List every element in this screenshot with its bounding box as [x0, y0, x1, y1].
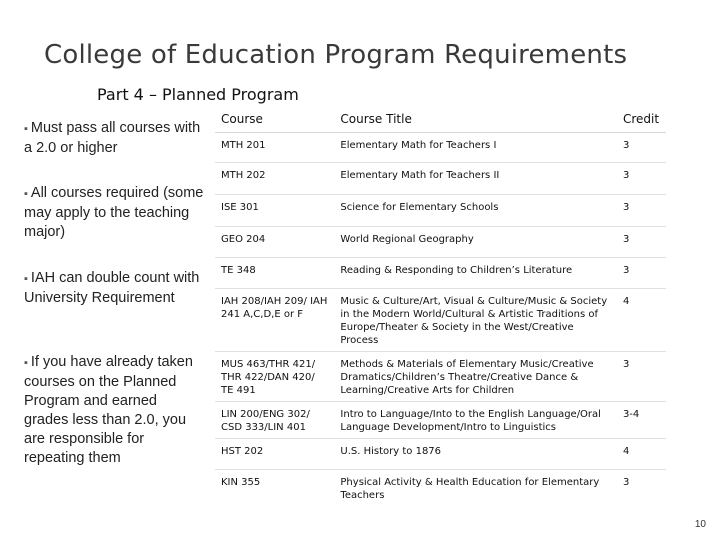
course-title: Elementary Math for Teachers I [334, 133, 617, 163]
course-code: KIN 355 [215, 470, 334, 507]
course-code: IAH 208/IAH 209/ IAH 241 A,C,D,E or F [215, 289, 334, 352]
requirements-table [215, 104, 666, 506]
course-code: MUS 463/THR 421/ THR 422/DAN 420/ TE 491 [215, 352, 334, 402]
table-row [215, 352, 666, 402]
page-number: 10 [694, 519, 706, 530]
bullet-text: IAH can double count with University Requirement [24, 270, 200, 306]
bullet-text: If you have already taken courses on the Planned Program and earned grades less than 2.0, you are responsible for repeating them [24, 354, 193, 466]
course-title: Methods & Materials of Elementary Music/Creative Dramatics/Children’s Theatre/Creative Dance & Learning/Creative Arts for Children [334, 352, 617, 402]
table-row [215, 439, 666, 470]
course-title: Physical Activity & Health Education for Elementary Teachers [334, 470, 617, 507]
course-credit: 3 [617, 227, 666, 258]
course-credit: 3 [617, 133, 666, 163]
table-row [215, 402, 666, 439]
slide-title: College of Education Program Requirements [44, 40, 628, 70]
header-course-title: Course Title [334, 104, 617, 133]
bullet-item [24, 269, 204, 308]
course-credit: 3 [617, 163, 666, 195]
bullet-icon: ▪ [24, 357, 28, 369]
course-title: Music & Culture/Art, Visual & Culture/Music & Society in the Modern World/Cultural & Artistic Traditions of Europe/Theater & Society in the West/Creative Process [334, 289, 617, 352]
bullet-text: Must pass all courses with a 2.0 or higher [24, 120, 201, 156]
course-credit: 3 [617, 258, 666, 289]
course-code: ISE 301 [215, 195, 334, 227]
bullet-item [24, 119, 204, 158]
course-credit: 3 [617, 195, 666, 227]
course-credit: 4 [617, 289, 666, 352]
table-row [215, 133, 666, 163]
table-row [215, 470, 666, 507]
course-credit: 3 [617, 470, 666, 507]
course-credit: 3-4 [617, 402, 666, 439]
course-code: MTH 201 [215, 133, 334, 163]
bullet-item [24, 353, 204, 468]
course-code: GEO 204 [215, 227, 334, 258]
bullet-text: All courses required (some may apply to the teaching major) [24, 185, 204, 240]
bullet-icon: ▪ [24, 188, 28, 200]
course-title: Science for Elementary Schools [334, 195, 617, 227]
table-row [215, 163, 666, 195]
course-code: LIN 200/ENG 302/ CSD 333/LIN 401 [215, 402, 334, 439]
course-credit: 4 [617, 439, 666, 470]
bullet-icon: ▪ [24, 273, 28, 285]
table-row [215, 258, 666, 289]
course-title: Elementary Math for Teachers II [334, 163, 617, 195]
table-row [215, 289, 666, 352]
course-credit: 3 [617, 352, 666, 402]
table-row [215, 227, 666, 258]
course-title: U.S. History to 1876 [334, 439, 617, 470]
slide-subtitle: Part 4 – Planned Program [97, 85, 299, 104]
bullet-item [24, 184, 204, 242]
table-header-row [215, 104, 666, 133]
course-code: MTH 202 [215, 163, 334, 195]
bullet-icon: ▪ [24, 123, 28, 135]
course-title: Intro to Language/Into to the English Language/Oral Language Development/Intro to Linguistics [334, 402, 617, 439]
header-credit: Credit [617, 104, 666, 133]
header-course: Course [215, 104, 334, 133]
table-row [215, 195, 666, 227]
course-code: HST 202 [215, 439, 334, 470]
course-code: TE 348 [215, 258, 334, 289]
course-title: World Regional Geography [334, 227, 617, 258]
course-title: Reading & Responding to Children’s Literature [334, 258, 617, 289]
